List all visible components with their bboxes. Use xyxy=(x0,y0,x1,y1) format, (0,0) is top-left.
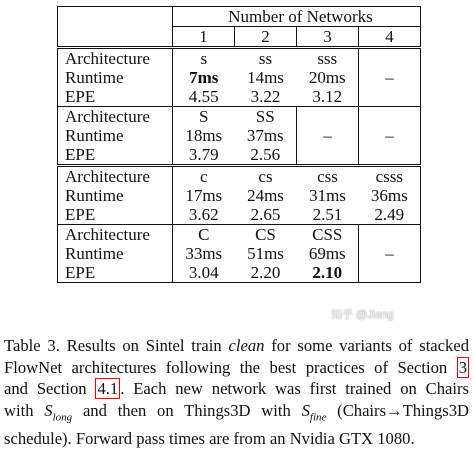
table-cell xyxy=(359,145,421,166)
row-label: Architecture xyxy=(58,48,173,69)
table-cell: 2.20 xyxy=(235,263,297,283)
table-cell: 4.55 xyxy=(188,87,219,106)
schedule-subscript: long xyxy=(52,410,73,423)
table-cell xyxy=(359,263,421,283)
table-row xyxy=(58,205,421,225)
caption-line xyxy=(4,335,469,357)
caption-text: FlowNet architectures following the best practices of Section xyxy=(4,357,457,377)
table-row xyxy=(58,186,421,205)
row-label: Architecture xyxy=(58,225,173,245)
table-cell: 69ms xyxy=(297,244,359,263)
schedule-subscript: fine xyxy=(309,410,327,423)
table-cell xyxy=(297,107,359,127)
table-cell: C xyxy=(173,225,235,245)
table-cell: sss xyxy=(297,48,359,69)
table-cell: – xyxy=(297,126,359,145)
table-cell: – xyxy=(359,126,421,145)
caption-text: (Chairs→Things3D xyxy=(326,400,469,420)
row-label: Runtime xyxy=(58,126,173,145)
table-cell: 2.65 xyxy=(250,205,281,224)
table-cell: c xyxy=(173,166,235,187)
row-label: EPE xyxy=(58,87,173,107)
table-cell: – xyxy=(359,244,421,263)
table-cell: 36ms xyxy=(359,186,421,205)
table-cell: 3.22 xyxy=(250,87,281,106)
table-row xyxy=(58,244,421,263)
table-row xyxy=(58,68,421,87)
caption-text: for some variants of stacked xyxy=(264,336,469,355)
table-header-corner xyxy=(58,27,173,48)
table-cell: CSS xyxy=(297,225,359,245)
row-label: EPE xyxy=(58,205,173,225)
caption-text: schedule). Forward pass times are from an Nvidia GTX 1080. xyxy=(4,429,415,449)
row-label: EPE xyxy=(58,145,173,166)
row-label: Architecture xyxy=(58,166,173,187)
table-row xyxy=(58,126,421,145)
table-cell: 20ms xyxy=(297,68,359,87)
schedule-symbol: S xyxy=(301,400,310,420)
caption-text: . Each new network was first trained on Chairs xyxy=(120,379,469,398)
table-row xyxy=(58,145,421,166)
table-cell: 2.56 xyxy=(235,145,297,166)
table-cell: 24ms xyxy=(247,186,284,205)
column-header: 4 xyxy=(359,27,421,48)
table-cell: 3.62 xyxy=(188,205,219,224)
caption-line xyxy=(4,378,469,400)
column-header: 1 xyxy=(173,27,235,48)
table-cell: 31ms xyxy=(309,186,346,205)
caption-text: with xyxy=(4,400,45,420)
watermark: 知乎 @Jiang xyxy=(331,309,394,321)
table-cell xyxy=(359,87,421,107)
table-cell: 33ms xyxy=(185,244,223,263)
column-header: 3 xyxy=(297,27,359,48)
caption-text: and then on Things3D with xyxy=(72,400,302,420)
caption-line xyxy=(4,400,469,429)
table-cell: 3.79 xyxy=(188,145,219,164)
table-cell: 14ms xyxy=(247,68,284,87)
table-header-title: Number of Networks xyxy=(173,7,421,27)
table-cell: 2.51 xyxy=(312,205,343,224)
section-reference-link[interactable]: 3 xyxy=(458,357,467,377)
table-row xyxy=(58,263,421,283)
row-label: EPE xyxy=(58,263,173,283)
table-cell: 3.12 xyxy=(297,87,359,107)
table-row xyxy=(58,87,421,107)
table-cell: 2.10 xyxy=(297,263,359,283)
caption-text: and Section xyxy=(4,379,96,398)
table-cell xyxy=(359,107,421,127)
table-cell: 37ms xyxy=(235,126,297,145)
table-cell: cs xyxy=(235,166,297,187)
table-cell: 18ms xyxy=(185,126,223,145)
table-cell xyxy=(359,48,421,69)
table-cell: 7ms xyxy=(189,68,219,87)
caption-italic-text: clean xyxy=(228,336,265,355)
table-header-corner xyxy=(58,7,173,27)
table-row xyxy=(58,48,421,69)
table-cell: SS xyxy=(235,107,297,127)
column-header: 2 xyxy=(235,27,297,48)
table-cell: 17ms xyxy=(185,186,223,205)
results-table xyxy=(57,6,421,283)
table-cell: csss xyxy=(359,166,421,187)
table-caption xyxy=(4,335,469,450)
table-cell: 51ms xyxy=(247,244,284,263)
row-label: Runtime xyxy=(58,68,173,87)
table-cell: 3.04 xyxy=(173,263,235,283)
table-cell xyxy=(297,145,359,166)
table-cell: css xyxy=(297,166,359,187)
table-cell: – xyxy=(359,68,421,87)
caption-line xyxy=(4,357,469,379)
table-cell xyxy=(359,225,421,245)
caption-text: Table 3. Results on Sintel train xyxy=(4,336,229,355)
row-label: Runtime xyxy=(58,244,173,263)
table-cell: CS xyxy=(235,225,297,245)
table-cell: s xyxy=(173,48,235,69)
row-label: Runtime xyxy=(58,186,173,205)
section-reference-link[interactable]: 4.1 xyxy=(97,379,119,398)
schedule-symbol: S xyxy=(44,400,53,420)
table-row xyxy=(58,166,421,187)
table-cell: S xyxy=(173,107,235,127)
table-row xyxy=(58,107,421,127)
table-cell: ss xyxy=(235,48,297,69)
table-row xyxy=(58,225,421,245)
table-cell: 2.49 xyxy=(359,205,421,225)
row-label: Architecture xyxy=(58,107,173,127)
